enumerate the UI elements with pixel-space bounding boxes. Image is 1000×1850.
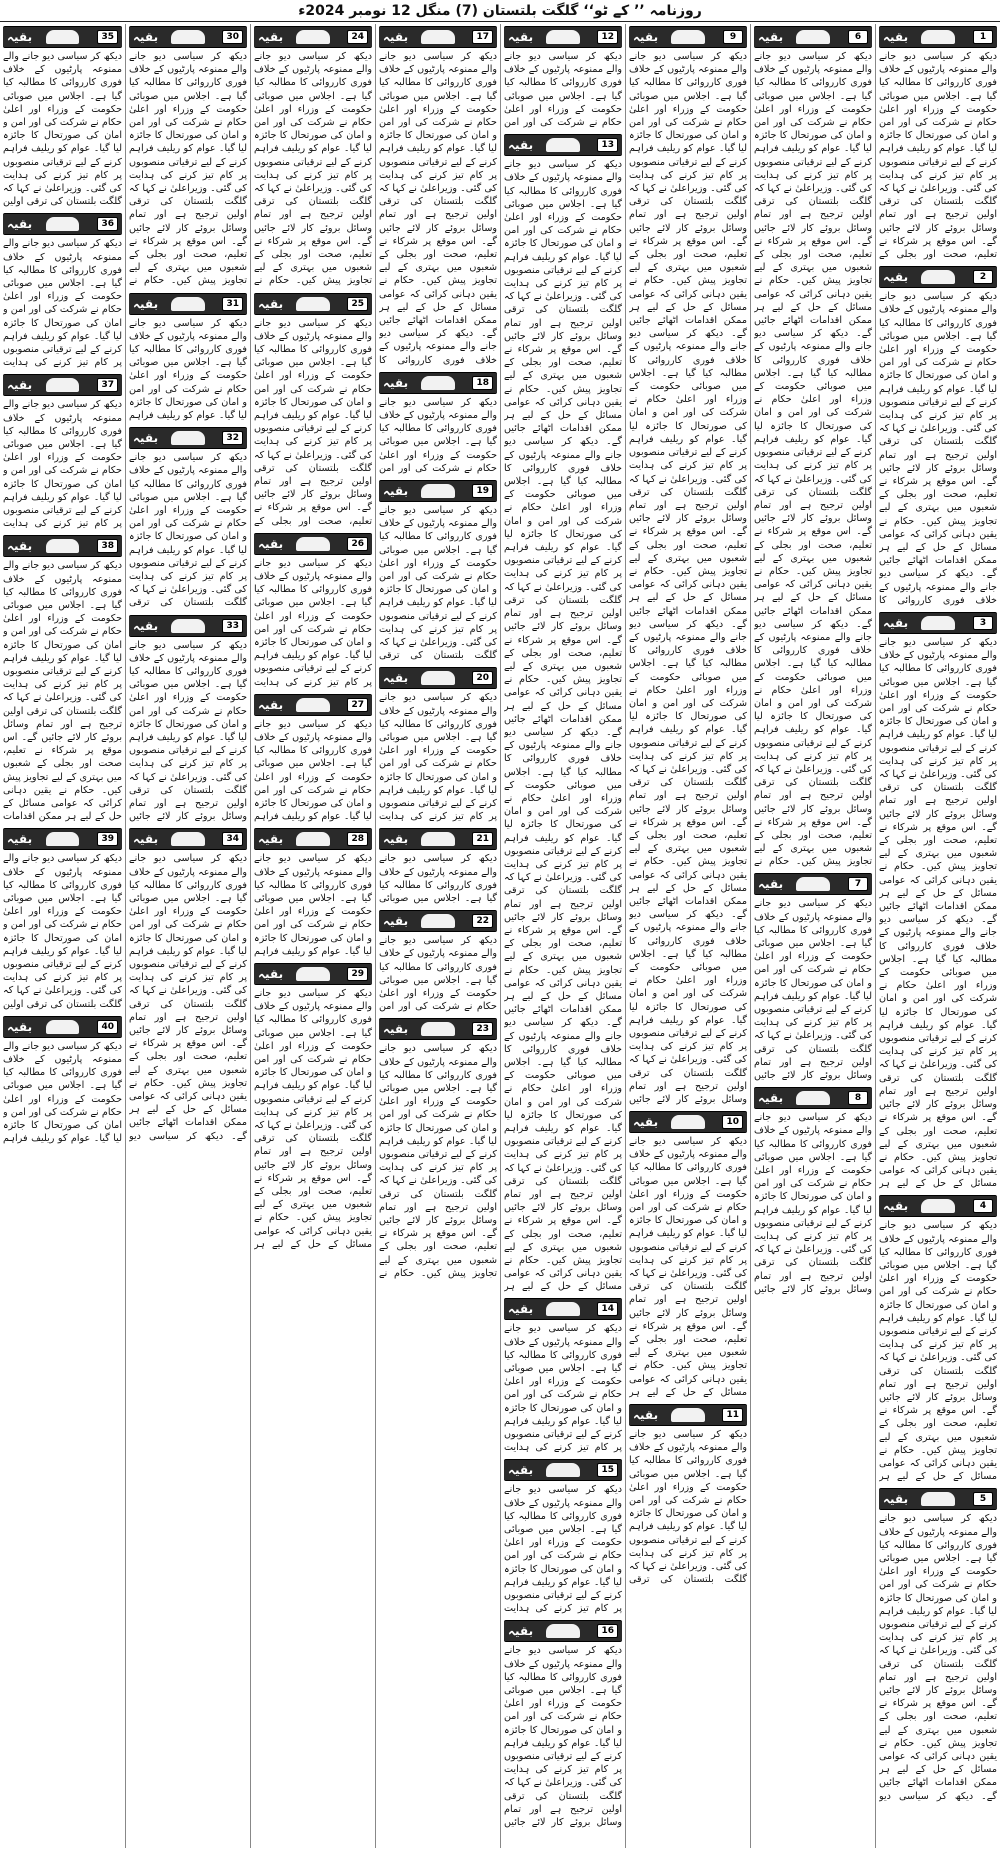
continuation-body: دیکھ کر سیاسی دیو جانے والے ممنوعہ پارٹیوں کے خلاف فوری کارروائی کا مطالبہ کیا گیا ہے۔ اجلاس میں صوبائی حکومت کے وزراء اور اعلیٰ حکام نے شرکت کی اور امن و امان کی صورتحال کا جائزہ لیا گیا۔ عوام کو ریلیف فراہم کرنے کے لیے ترقیاتی منصوبوں پر کام تیز کرنے کی ہدایت کی گئی۔ وزیراعلیٰ نے کہا کہ گلگت بلتستان کی ترقی اولین ترجیح ہے اور تمام وسائل بروئے کار لائے جائیں گے۔ اس موقع پر شرکاء نے تعلیم، صحت اور بجلی کے شعبوں میں بہتری کے لیے تجاویز پیش کیں۔ حکام نے	[254, 51, 372, 287]
continuation-body: دیکھ کر سیاسی دیو جانے والے ممنوعہ پارٹیوں کے خلاف فوری کارروائی کا مطالبہ کیا گیا ہے۔ اجلاس میں صوبائی حکومت کے وزراء اور اعلیٰ حکام نے شرکت کی اور امن و امان کی صورتحال کا جائزہ لیا گیا۔ عوام کو ریلیف فراہم کرنے کے لیے ترقیاتی منصوبوں پر کام تیز کرنے کی ہدایت کی گئی۔ وزیراعلیٰ نے کہا کہ گلگت بلتستان کی ترقی	[629, 1429, 747, 1586]
item-number-badge: 16	[597, 1624, 618, 1638]
item-number-badge: 3	[973, 616, 993, 630]
continuation-item	[754, 24, 872, 868]
continuation-header	[379, 828, 497, 850]
baqiya-wordmark: بقیہ	[7, 539, 33, 554]
baqiya-wordmark: بقیہ	[883, 1199, 909, 1214]
item-number-badge: 21	[472, 832, 493, 846]
continuation-body: دیکھ کر سیاسی دیو جانے والے ممنوعہ پارٹیوں کے خلاف فوری کارروائی کا مطالبہ کیا گیا ہے۔ اجلاس میں صوبائی حکومت کے وزراء اور اعلیٰ حکام نے شرکت کی اور امن و امان کی صورتحال کا جائزہ لیا گیا۔ عوام کو ریلیف فراہم کرنے کے لیے ترقیاتی منصوبوں پر کام تیز کرنے کی ہدایت کی گئی۔ وزیراعلیٰ نے کہا کہ گلگت بلتستان کی ترقی اولین ترجیح ہے اور تمام وسائل بروئے کار لائے جائیں گے۔ اس موقع پر شرکاء نے تعلیم، صحت اور بجلی کے شعبوں میں بہتری کے لیے تجاویز پیش کیں۔ حکام نے یقین دہانی کرائی کہ عوامی مسائل کے حل کے لیے ہر ممکن اقدامات اٹھائے جائیں گے۔ دیکھ کر سیاسی دیو	[129, 853, 247, 1142]
baqiya-wordmark: بقیہ	[383, 30, 409, 44]
continuation-item	[254, 291, 372, 528]
item-number-badge: 37	[97, 378, 118, 392]
continuation-item	[254, 24, 372, 288]
continuation-item	[379, 370, 497, 475]
continuation-item	[379, 24, 497, 367]
continuation-item	[3, 24, 122, 208]
continuation-header	[129, 828, 247, 850]
item-number-badge: 4	[973, 1199, 993, 1213]
item-number-badge: 34	[222, 832, 243, 846]
continuation-item	[629, 1109, 747, 1399]
item-number-badge: 7	[848, 877, 868, 891]
continuation-item	[129, 826, 247, 1142]
continuation-body: دیکھ کر سیاسی دیو جانے والے ممنوعہ پارٹیوں کے خلاف فوری کارروائی کا مطالبہ کیا گیا ہے۔ اجلاس میں صوبائی حکومت کے وزراء اور اعلیٰ حکام نے شرکت کی اور امن و امان کی صورتحال کا جائزہ لیا گیا۔ عوام کو ریلیف فراہم کرنے کے لیے ترقیاتی منصوبوں پر کام تیز کرنے کی ہدایت کی گئی۔ وزیراعلیٰ نے کہا کہ گلگت بلتستان کی ترقی اولین ترجیح ہے اور تمام وسائل بروئے کار لائے جائیں گے۔ اس موقع پر شرکاء نے تعلیم، صحت اور بجلی کے شعبوں میں بہتری کے لیے تجاویز پیش کیں۔ حکام نے یقین دہانی کرائی کہ عوامی مسائل کے حل کے لیے ہر ممکن اقدامات اٹھائے جائیں گے۔ دیکھ کر سیاسی دیو جانے والے ممنوعہ پارٹیوں کے خلاف فوری کارروائی کا	[379, 51, 497, 366]
baqiya-wordmark: بقیہ	[633, 1408, 659, 1422]
item-number-badge: 40	[97, 1020, 118, 1034]
item-number-badge: 38	[97, 539, 118, 553]
continuation-header	[254, 828, 372, 850]
continuation-item	[379, 665, 497, 823]
item-number-badge: 14	[597, 1302, 618, 1316]
continuation-item	[879, 24, 997, 261]
continuation-header	[629, 26, 747, 48]
baqiya-wordmark: بقیہ	[508, 138, 534, 153]
continuation-body: دیکھ کر سیاسی دیو جانے والے ممنوعہ پارٹیوں کے خلاف فوری کارروائی کا مطالبہ کیا گیا ہے۔ اجلاس میں صوبائی حکومت کے وزراء اور اعلیٰ حکام نے شرکت کی اور امن و امان کی صورتحال کا جائزہ لیا گیا۔ عوام کو ریلیف فراہم	[254, 718, 372, 823]
continuation-header	[379, 910, 497, 932]
continuation-body: دیکھ کر سیاسی دیو جانے والے ممنوعہ پارٹیوں کے خلاف فوری کارروائی کا مطالبہ کیا گیا ہے۔ اجلاس میں صوبائی حکومت کے وزراء اور اعلیٰ حکام نے شرکت کی اور امن و امان کی صورتحال کا جائزہ لیا گیا۔ عوام کو ریلیف فراہم کرنے کے لیے ترقیاتی منصوبوں پر کام تیز کرنے کی ہدایت کی گئی۔ وزیراعلیٰ نے کہا کہ گلگت بلتستان کی ترقی اولین ترجیح ہے اور تمام وسائل بروئے کار لائے جائیں	[754, 1112, 872, 1295]
baqiya-wordmark: بقیہ	[258, 697, 284, 712]
baqiya-wordmark: بقیہ	[258, 536, 284, 551]
newspaper-page	[0, 24, 1000, 1848]
item-number-badge: 9	[723, 30, 743, 44]
item-number-badge: 19	[472, 484, 493, 498]
continuation-item	[129, 425, 247, 609]
baqiya-wordmark: بقیہ	[883, 30, 909, 44]
continuation-header	[3, 26, 122, 48]
continuation-body: دیکھ کر سیاسی دیو جانے والے ممنوعہ پارٹیوں کے خلاف فوری کارروائی کا مطالبہ کیا گیا ہے۔ اجلاس میں صوبائی حکومت کے وزراء اور اعلیٰ حکام نے شرکت کی اور امن و امان کی صورتحال کا جائزہ لیا گیا۔ عوام کو ریلیف فراہم کرنے کے لیے ترقیاتی منصوبوں پر کام تیز کرنے کی ہدایت کی گئی۔ وزیراعلیٰ نے کہا کہ گلگت بلتستان کی ترقی اولین ترجیح ہے اور تمام وسائل بروئے کار لائے جائیں گے۔ اس موقع پر شرکاء نے تعلیم، صحت اور بجلی کے شعبوں میں بہتری کے لیے تجاویز پیش کیں۔ حکام نے یقین دہانی کرائی کہ عوامی مسائل کے حل کے لیے ہر ممکن اقدامات	[3, 560, 122, 823]
baqiya-wordmark: بقیہ	[133, 832, 159, 847]
continuation-header	[879, 1488, 997, 1510]
continuation-header	[504, 1459, 622, 1481]
continuation-header	[3, 1016, 122, 1038]
item-number-badge: 6	[848, 30, 868, 44]
continuation-body: دیکھ کر سیاسی دیو جانے والے ممنوعہ پارٹیوں کے خلاف فوری کارروائی کا مطالبہ کیا گیا ہے۔ اجلاس میں صوبائی	[379, 853, 497, 904]
continuation-header	[254, 26, 372, 48]
column	[625, 24, 750, 1848]
continuation-item	[629, 24, 747, 1106]
continuation-body: دیکھ کر سیاسی دیو جانے والے ممنوعہ پارٹیوں کے خلاف فوری کارروائی کا مطالبہ کیا گیا ہے۔ اجلاس میں صوبائی حکومت کے وزراء اور اعلیٰ حکام نے شرکت کی اور امن و امان کی صورتحال کا جائزہ لیا گیا۔ عوام کو ریلیف فراہم کرنے کے لیے ترقیاتی منصوبوں پر کام تیز کرنے کی ہدایت کی گئی۔ وزیراعلیٰ نے کہا کہ گلگت بلتستان کی ترقی اولین ترجیح ہے اور تمام وسائل بروئے کار لائے جائیں گے۔ اس موقع پر شرکاء نے تعلیم، صحت اور بجلی کے شعبوں میں بہتری کے لیے تجاویز پیش کیں۔ حکام نے یقین دہانی کرائی کہ عوامی مسائل کے حل کے لیے ہر	[629, 1136, 747, 1398]
continuation-item	[379, 1016, 497, 1280]
continuation-header	[129, 26, 247, 48]
continuation-body: دیکھ کر سیاسی دیو جانے والے ممنوعہ پارٹیوں کے خلاف فوری کارروائی کا مطالبہ کیا گیا ہے۔ اجلاس میں صوبائی حکومت کے وزراء اور اعلیٰ حکام نے شرکت کی اور امن و امان کی صورتحال کا جائزہ لیا گیا۔ عوام کو ریلیف فراہم کرنے کے لیے ترقیاتی منصوبوں پر کام تیز کرنے کی ہدایت کی گئی۔ وزیراعلیٰ نے کہا کہ گلگت بلتستان کی ترقی اولین ترجیح ہے اور تمام وسائل بروئے کار لائے جائیں گے۔ اس موقع پر شرکاء نے تعلیم، صحت اور بجلی کے شعبوں میں بہتری کے لیے تجاویز پیش کیں۔ حکام نے یقین دہانی کرائی کہ عوامی مسائل کے حل کے لیے ہر	[254, 987, 372, 1250]
continuation-body: دیکھ کر سیاسی دیو جانے والے ممنوعہ پارٹیوں کے خلاف فوری کارروائی کا مطالبہ کیا گیا ہے۔ اجلاس میں صوبائی حکومت کے وزراء اور اعلیٰ حکام نے شرکت کی اور امن	[504, 51, 622, 129]
column	[125, 24, 250, 1848]
continuation-item	[3, 533, 122, 823]
baqiya-wordmark: بقیہ	[7, 1019, 33, 1034]
baqiya-wordmark: بقیہ	[133, 30, 159, 44]
continuation-item	[254, 826, 372, 958]
continuation-header	[129, 615, 247, 637]
baqiya-wordmark: بقیہ	[133, 618, 159, 633]
item-number-badge: 12	[597, 30, 618, 44]
continuation-body: دیکھ کر سیاسی دیو جانے والے ممنوعہ پارٹیوں کے خلاف فوری کارروائی کا مطالبہ کیا گیا ہے۔ اجلاس میں صوبائی حکومت کے وزراء اور اعلیٰ حکام نے شرکت کی اور امن و امان کی صورتحال کا جائزہ لیا گیا۔ عوام کو ریلیف فراہم کرنے کے لیے ترقیاتی منصوبوں پر کام تیز کرنے کی ہدایت کی گئی۔ وزیراعلیٰ نے کہا کہ گلگت بلتستان کی ترقی اولین ترجیح ہے اور تمام وسائل بروئے کار لائے جائیں	[129, 639, 247, 823]
continuation-body: دیکھ کر سیاسی دیو جانے والے ممنوعہ پارٹیوں کے خلاف فوری کارروائی کا مطالبہ کیا گیا ہے۔ اجلاس میں صوبائی حکومت کے وزراء اور اعلیٰ حکام نے شرکت کی اور امن و امان کی صورتحال کا جائزہ لیا گیا۔ عوام کو ریلیف فراہم کرنے کے لیے ترقیاتی منصوبوں پر کام تیز کرنے کی ہدایت کی گئی۔ وزیراعلیٰ نے کہا کہ گلگت بلتستان کی ترقی اولین ترجیح ہے اور تمام وسائل بروئے کار لائے جائیں گے۔ اس موقع پر شرکاء نے تعلیم، صحت اور بجلی کے شعبوں میں بہتری کے لیے تجاویز پیش کیں۔ حکام نے یقین دہانی کرائی کہ عوامی مسائل کے حل کے لیے ہر ممکن اقدامات اٹھائے جائیں گے۔ دیکھ کر سیاسی دیو جانے والے ممنوعہ پارٹیوں کے خلاف فوری کارروائی کا مطالبہ کیا گیا ہے۔ اجلاس میں صوبائی حکومت کے وزراء اور اعلیٰ حکام نے شرکت کی اور امن و امان کی صورتحال کا جائزہ لیا گیا۔ عوام کو ریلیف فراہم کرنے کے لیے ترقیاتی منصوبوں پر کام تیز کرنے کی ہدایت کی گئی۔ وزیراعلیٰ نے کہا کہ گلگت بلتستان کی ترقی اولین ترجیح ہے اور تمام وسائل بروئے کار لائے جائیں گے۔ اس موقع پر شرکاء نے تعلیم، صحت اور بجلی کے شعبوں میں بہتری کے لیے تجاویز پیش کیں۔ حکام نے یقین دہانی کرائی کہ عوامی مسائل کے حل کے لیے ہر ممکن اقدامات اٹھائے جائیں گے۔ دیکھ کر سیاسی دیو جانے والے ممنوعہ پارٹیوں کے خلاف فوری کارروائی کا مطالبہ کیا گیا ہے۔ اجلاس میں صوبائی حکومت کے وزراء اور اعلیٰ حکام نے شرکت کی اور امن و امان کی صورتحال کا جائزہ لیا گیا۔ عوام کو ریلیف فراہم کرنے کے لیے ترقیاتی منصوبوں پر کام تیز کرنے کی ہدایت کی گئی۔ وزیراعلیٰ نے کہا کہ گلگت بلتستان کی ترقی اولین ترجیح ہے اور تمام وسائل بروئے کار لائے جائیں گے۔ اس موقع پر شرکاء نے تعلیم، صحت اور بجلی کے شعبوں میں بہتری کے لیے تجاویز پیش کیں۔ حکام نے	[754, 51, 872, 868]
continuation-header	[3, 828, 122, 850]
column	[0, 24, 125, 1848]
baqiya-wordmark: بقیہ	[508, 1463, 534, 1478]
continuation-header	[379, 1018, 497, 1040]
continuation-header	[3, 535, 122, 557]
continuation-item	[129, 613, 247, 824]
column	[750, 24, 875, 1848]
baqiya-wordmark: بقیہ	[258, 30, 284, 44]
item-number-badge: 23	[472, 1022, 493, 1036]
item-number-badge: 29	[347, 967, 368, 981]
baqiya-wordmark: بقیہ	[383, 671, 409, 686]
item-number-badge: 20	[472, 671, 493, 685]
baqiya-wordmark: بقیہ	[7, 832, 33, 847]
item-number-badge: 39	[97, 832, 118, 846]
continuation-body: دیکھ کر سیاسی دیو جانے والے ممنوعہ پارٹیوں کے خلاف فوری کارروائی کا مطالبہ کیا گیا ہے۔ اجلاس میں صوبائی حکومت کے وزراء اور اعلیٰ حکام نے شرکت کی اور امن و امان کی صورتحال کا جائزہ لیا گیا۔ عوام کو ریلیف فراہم کرنے کے لیے ترقیاتی منصوبوں پر کام تیز کرنے کی ہدایت	[254, 557, 372, 688]
baqiya-wordmark: بقیہ	[758, 30, 784, 44]
continuation-item	[129, 291, 247, 423]
continuation-item	[504, 24, 622, 129]
continuation-body: دیکھ کر سیاسی دیو جانے والے ممنوعہ پارٹیوں کے خلاف فوری کارروائی کا مطالبہ کیا گیا ہے۔ اجلاس میں صوبائی حکومت کے وزراء اور اعلیٰ حکام نے شرکت کی اور امن و امان کی صورتحال کا جائزہ لیا گیا۔ عوام کو ریلیف فراہم کرنے کے لیے ترقیاتی منصوبوں پر کام تیز کرنے کی ہدایت کی گئی۔ وزیراعلیٰ نے کہا کہ گلگت بلتستان کی ترقی اولین ترجیح ہے اور تمام وسائل بروئے کار لائے جائیں گے۔ اس موقع پر شرکاء نے تعلیم، صحت اور بجلی کے شعبوں میں بہتری کے لیے تجاویز پیش کیں۔ حکام نے یقین دہانی کرائی کہ عوامی مسائل کے حل کے لیے ہر	[879, 1220, 997, 1483]
baqiya-wordmark: بقیہ	[883, 270, 909, 285]
continuation-header	[504, 1620, 622, 1642]
baqiya-wordmark: بقیہ	[508, 1302, 534, 1317]
continuation-item	[129, 24, 247, 288]
baqiya-wordmark: بقیہ	[7, 217, 33, 232]
baqiya-wordmark: بقیہ	[758, 1091, 784, 1106]
continuation-item	[379, 478, 497, 662]
continuation-header	[379, 26, 497, 48]
continuation-body: دیکھ کر سیاسی دیو جانے والے ممنوعہ پارٹیوں کے خلاف فوری کارروائی کا مطالبہ کیا گیا ہے۔ اجلاس میں صوبائی حکومت کے وزراء اور اعلیٰ حکام نے شرکت کی اور امن	[379, 935, 497, 1013]
item-number-badge: 1	[973, 30, 993, 44]
item-number-badge: 24	[347, 30, 368, 44]
continuation-item	[879, 264, 997, 607]
continuation-header	[379, 480, 497, 502]
item-number-badge: 33	[222, 619, 243, 633]
baqiya-wordmark: بقیہ	[508, 30, 534, 44]
continuation-header	[879, 612, 997, 634]
continuation-header	[504, 26, 622, 48]
baqiya-wordmark: بقیہ	[383, 483, 409, 498]
item-number-badge: 27	[347, 698, 368, 712]
continuation-body: دیکھ کر سیاسی دیو جانے والے ممنوعہ پارٹیوں کے خلاف فوری کارروائی کا مطالبہ کیا گیا ہے۔ اجلاس میں صوبائی حکومت کے وزراء اور اعلیٰ حکام نے شرکت کی اور امن و امان کی صورتحال کا جائزہ لیا گیا۔ عوام کو ریلیف فراہم کرنے کے لیے ترقیاتی منصوبوں پر کام تیز کرنے کی ہدایت کی گئی۔ وزیراعلیٰ نے کہا کہ گلگت بلتستان کی ترقی اولین ترجیح ہے اور تمام وسائل بروئے کار لائے جائیں گے۔ اس موقع پر شرکاء نے تعلیم، صحت اور بجلی کے شعبوں میں بہتری کے لیے تجاویز پیش کیں۔ حکام نے	[129, 51, 247, 287]
item-number-badge: 36	[97, 217, 118, 231]
item-number-badge: 35	[97, 30, 118, 44]
baqiya-wordmark: بقیہ	[883, 615, 909, 630]
masthead	[0, 0, 1000, 22]
continuation-item	[629, 1402, 747, 1586]
continuation-item	[879, 1193, 997, 1483]
continuation-header	[379, 667, 497, 689]
continuation-body: دیکھ کر سیاسی دیو جانے والے ممنوعہ پارٹیوں کے خلاف فوری کارروائی کا مطالبہ کیا گیا ہے۔ اجلاس میں صوبائی حکومت کے وزراء اور اعلیٰ حکام نے شرکت کی اور امن و امان کی صورتحال کا جائزہ لیا گیا۔ عوام کو ریلیف فراہم کرنے کے لیے ترقیاتی منصوبوں پر کام تیز کرنے کی ہدایت کی گئی۔ وزیراعلیٰ نے کہا کہ گلگت بلتستان کی ترقی اولین ترجیح ہے اور تمام وسائل بروئے کار لائے جائیں گے۔ اس موقع پر شرکاء نے تعلیم، صحت اور بجلی کے شعبوں میں بہتری کے لیے تجاویز پیش کیں۔ حکام نے یقین دہانی کرائی کہ عوامی مسائل کے حل کے لیے ہر ممکن اقدامات اٹھائے جائیں گے۔ دیکھ کر سیاسی دیو جانے والے ممنوعہ پارٹیوں کے خلاف فوری کارروائی کا مطالبہ کیا گیا ہے۔ اجلاس میں صوبائی حکومت کے وزراء اور اعلیٰ حکام نے شرکت کی اور امن و امان کی صورتحال کا جائزہ لیا گیا۔ عوام کو ریلیف فراہم کرنے کے لیے ترقیاتی منصوبوں پر کام تیز کرنے کی ہدایت کی گئی۔ وزیراعلیٰ نے کہا کہ گلگت بلتستان کی ترقی اولین ترجیح ہے اور تمام وسائل بروئے کار لائے جائیں گے۔ اس موقع پر شرکاء نے تعلیم، صحت اور بجلی کے شعبوں میں بہتری کے لیے تجاویز پیش کیں۔ حکام نے یقین دہانی کرائی کہ عوامی مسائل کے حل کے لیے ہر ممکن اقدامات اٹھائے جائیں گے۔ دیکھ کر سیاسی دیو جانے والے ممنوعہ پارٹیوں کے خلاف فوری کارروائی کا مطالبہ کیا گیا ہے۔ اجلاس میں صوبائی حکومت کے وزراء اور اعلیٰ حکام نے شرکت کی اور امن و امان کی صورتحال کا جائزہ لیا گیا۔ عوام کو ریلیف فراہم کرنے کے لیے ترقیاتی منصوبوں پر کام تیز کرنے کی ہدایت کی گئی۔ وزیراعلیٰ نے کہا کہ گلگت بلتستان کی ترقی اولین ترجیح ہے اور تمام وسائل بروئے کار لائے جائیں گے۔ اس موقع پر شرکاء نے تعلیم، صحت اور بجلی کے شعبوں میں بہتری کے لیے تجاویز پیش کیں۔ حکام نے یقین دہانی کرائی کہ عوامی مسائل کے حل کے لیے ہر ممکن اقدامات اٹھائے جائیں گے۔ دیکھ کر سیاسی دیو جانے والے ممنوعہ پارٹیوں کے خلاف فوری کارروائی کا مطالبہ کیا گیا ہے۔ اجلاس میں صوبائی حکومت کے وزراء اور اعلیٰ حکام نے شرکت کی اور امن و امان کی صورتحال کا جائزہ لیا گیا۔ عوام کو ریلیف فراہم کرنے کے لیے ترقیاتی منصوبوں پر کام تیز کرنے کی ہدایت کی گئی۔ وزیراعلیٰ نے کہا کہ گلگت بلتستان کی ترقی اولین ترجیح ہے اور تمام وسائل بروئے کار لائے جائیں	[629, 51, 747, 1106]
item-number-badge: 15	[597, 1463, 618, 1477]
continuation-item	[254, 531, 372, 689]
item-number-badge: 13	[597, 138, 618, 152]
item-number-badge: 25	[347, 297, 368, 311]
continuation-item	[254, 961, 372, 1251]
continuation-body: دیکھ کر سیاسی دیو جانے والے ممنوعہ پارٹیوں کے خلاف فوری کارروائی کا مطالبہ کیا گیا ہے۔ اجلاس میں صوبائی حکومت کے وزراء اور اعلیٰ حکام نے شرکت کی اور امن و امان کی صورتحال کا جائزہ لیا گیا۔ عوام کو ریلیف فراہم کرنے کے لیے ترقیاتی منصوبوں پر کام تیز کرنے کی ہدایت کی گئی۔ وزیراعلیٰ نے کہا کہ گلگت بلتستان کی ترقی اولین ترجیح ہے اور تمام وسائل بروئے کار لائے جائیں	[504, 1645, 622, 1829]
item-number-badge: 31	[222, 297, 243, 311]
continuation-body: دیکھ کر سیاسی دیو جانے والے ممنوعہ پارٹیوں کے خلاف فوری کارروائی کا مطالبہ کیا گیا ہے۔ اجلاس میں صوبائی حکومت کے وزراء اور اعلیٰ حکام نے شرکت کی اور امن و امان کی صورتحال کا جائزہ لیا گیا۔ عوام کو ریلیف فراہم کرنے کے لیے ترقیاتی منصوبوں پر کام تیز کرنے کی ہدایت کی گئی۔ وزیراعلیٰ نے کہا کہ گلگت بلتستان کی ترقی اولین ترجیح ہے اور تمام وسائل بروئے کار لائے جائیں گے۔ اس موقع پر شرکاء نے تعلیم، صحت اور بجلی کے شعبوں میں بہتری کے لیے تجاویز پیش کیں۔ حکام نے یقین دہانی کرائی کہ عوامی مسائل کے حل کے لیے ہر ممکن اقدامات اٹھائے جائیں گے۔ دیکھ کر سیاسی دیو جانے والے ممنوعہ پارٹیوں کے خلاف فوری کارروائی کا مطالبہ کیا گیا ہے۔ اجلاس میں صوبائی حکومت کے وزراء اور اعلیٰ حکام نے شرکت کی اور امن و امان کی صورتحال کا جائزہ لیا گیا۔ عوام کو ریلیف فراہم کرنے کے لیے ترقیاتی منصوبوں پر کام تیز کرنے کی ہدایت کی گئی۔ وزیراعلیٰ نے کہا کہ گلگت بلتستان کی ترقی اولین ترجیح ہے اور تمام وسائل بروئے کار لائے جائیں گے۔ اس موقع پر شرکاء نے تعلیم، صحت اور بجلی کے شعبوں میں بہتری کے لیے تجاویز پیش کیں۔ حکام نے یقین دہانی کرائی کہ عوامی مسائل کے حل کے لیے ہر	[879, 636, 997, 1190]
continuation-body: دیکھ کر سیاسی دیو جانے والے ممنوعہ پارٹیوں کے خلاف فوری کارروائی کا مطالبہ کیا گیا ہے۔ اجلاس میں صوبائی حکومت کے وزراء اور اعلیٰ حکام نے شرکت کی اور امن و امان کی صورتحال کا جائزہ لیا گیا۔ عوام کو ریلیف فراہم کرنے کے لیے ترقیاتی منصوبوں پر کام تیز کرنے کی ہدایت	[379, 692, 497, 823]
item-number-badge: 32	[222, 431, 243, 445]
continuation-header	[129, 293, 247, 315]
continuation-item	[879, 610, 997, 1190]
continuation-item	[504, 1296, 622, 1454]
continuation-body: دیکھ کر سیاسی دیو جانے والے ممنوعہ پارٹیوں کے خلاف فوری کارروائی کا مطالبہ کیا گیا ہے۔ اجلاس میں صوبائی حکومت کے وزراء اور اعلیٰ حکام نے شرکت کی اور امن و امان کی صورتحال کا جائزہ لیا گیا۔ عوام کو ریلیف فراہم کرنے کے لیے ترقیاتی منصوبوں پر کام تیز کرنے کی ہدایت کی گئی۔ وزیراعلیٰ نے کہا کہ گلگت بلتستان کی ترقی	[379, 504, 497, 662]
continuation-header	[504, 134, 622, 156]
item-number-badge: 26	[347, 537, 368, 551]
dateline: روزنامہ ’’ کے ٹو‘‘ گلگت بلتستان (7) منگل 12 نومبر 2024ء	[298, 2, 702, 19]
baqiya-wordmark: بقیہ	[258, 966, 284, 981]
baqiya-wordmark: بقیہ	[383, 1022, 409, 1037]
column	[250, 24, 375, 1848]
baqiya-wordmark: بقیہ	[508, 1624, 534, 1639]
continuation-item	[754, 1085, 872, 1296]
item-number-badge: 18	[472, 376, 493, 390]
continuation-body: دیکھ کر سیاسی دیو جانے والے ممنوعہ پارٹیوں کے خلاف فوری کارروائی کا مطالبہ کیا گیا ہے۔ اجلاس میں صوبائی حکومت کے وزراء اور اعلیٰ حکام نے شرکت کی اور امن	[379, 396, 497, 474]
continuation-body: دیکھ کر سیاسی دیو جانے والے ممنوعہ پارٹیوں کے خلاف فوری کارروائی کا مطالبہ کیا گیا ہے۔ اجلاس میں صوبائی حکومت کے وزراء اور اعلیٰ حکام نے شرکت کی اور امن و امان کی صورتحال کا جائزہ لیا گیا۔ عوام کو ریلیف فراہم	[3, 1040, 122, 1145]
continuation-body: دیکھ کر سیاسی دیو جانے والے ممنوعہ پارٹیوں کے خلاف فوری کارروائی کا مطالبہ کیا گیا ہے۔ اجلاس میں صوبائی حکومت کے وزراء اور اعلیٰ حکام نے شرکت کی اور امن و امان کی صورتحال کا جائزہ لیا گیا۔ عوام کو ریلیف فراہم کرنے کے لیے ترقیاتی منصوبوں پر کام تیز کرنے کی ہدایت	[504, 1323, 622, 1454]
continuation-header	[754, 26, 872, 48]
baqiya-wordmark: بقیہ	[7, 378, 33, 393]
continuation-item	[3, 1014, 122, 1146]
baqiya-wordmark: بقیہ	[383, 832, 409, 847]
continuation-header	[879, 1195, 997, 1217]
item-number-badge: 22	[472, 914, 493, 928]
continuation-body: دیکھ کر سیاسی دیو جانے والے ممنوعہ پارٹیوں کے خلاف فوری کارروائی کا مطالبہ کیا گیا ہے۔ اجلاس میں صوبائی حکومت کے وزراء اور اعلیٰ حکام نے شرکت کی اور امن و امان کی صورتحال کا جائزہ لیا گیا۔ عوام کو ریلیف فراہم کرنے کے لیے ترقیاتی منصوبوں پر کام تیز کرنے کی ہدایت کی گئی۔ وزیراعلیٰ نے کہا کہ گلگت بلتستان کی ترقی اولین	[3, 51, 122, 208]
continuation-body: دیکھ کر سیاسی دیو جانے والے ممنوعہ پارٹیوں کے خلاف فوری کارروائی کا مطالبہ کیا گیا ہے۔ اجلاس میں صوبائی حکومت کے وزراء اور اعلیٰ حکام نے شرکت کی اور امن و امان کی صورتحال کا جائزہ لیا گیا۔ عوام کو ریلیف فراہم کرنے کے لیے ترقیاتی منصوبوں پر کام تیز کرنے کی ہدایت	[504, 1484, 622, 1615]
baqiya-wordmark: بقیہ	[383, 914, 409, 929]
continuation-header	[754, 873, 872, 895]
baqiya-wordmark: بقیہ	[758, 877, 784, 892]
continuation-body: دیکھ کر سیاسی دیو جانے والے ممنوعہ پارٹیوں کے خلاف فوری کارروائی کا مطالبہ کیا گیا ہے۔ اجلاس میں صوبائی حکومت کے وزراء اور اعلیٰ حکام نے شرکت کی اور امن و امان کی صورتحال کا جائزہ لیا گیا۔ عوام کو ریلیف فراہم کرنے کے لیے ترقیاتی منصوبوں پر کام تیز کرنے کی ہدایت کی گئی۔ وزیراعلیٰ نے کہا کہ گلگت بلتستان کی ترقی اولین	[3, 853, 122, 1010]
continuation-header	[254, 293, 372, 315]
item-number-badge: 28	[347, 832, 368, 846]
continuation-item	[379, 826, 497, 905]
continuation-body: دیکھ کر سیاسی دیو جانے والے ممنوعہ پارٹیوں کے خلاف فوری کارروائی کا مطالبہ کیا گیا ہے۔ اجلاس میں صوبائی حکومت کے وزراء اور اعلیٰ حکام نے شرکت کی اور امن و امان کی صورتحال کا جائزہ لیا گیا۔ عوام کو ریلیف فراہم کرنے کے لیے ترقیاتی منصوبوں پر کام تیز کرنے کی ہدایت کی گئی۔ وزیراعلیٰ نے کہا کہ گلگت بلتستان کی ترقی اولین ترجیح ہے اور تمام وسائل بروئے کار لائے جائیں گے۔ اس موقع پر شرکاء نے تعلیم، صحت اور بجلی کے شعبوں میں بہتری کے لیے تجاویز پیش کیں۔ حکام نے یقین دہانی کرائی کہ عوامی مسائل کے حل کے لیے ہر ممکن اقدامات اٹھائے جائیں گے۔ دیکھ کر سیاسی دیو	[879, 1513, 997, 1802]
continuation-item	[254, 692, 372, 824]
continuation-header	[254, 694, 372, 716]
continuation-header	[879, 266, 997, 288]
item-number-badge: 30	[222, 30, 243, 44]
continuation-body: دیکھ کر سیاسی دیو جانے والے ممنوعہ پارٹیوں کے خلاف فوری کارروائی کا مطالبہ کیا گیا ہے۔ اجلاس میں صوبائی حکومت کے وزراء اور اعلیٰ حکام نے شرکت کی اور امن و امان کی صورتحال کا جائزہ لیا گیا۔ عوام کو ریلیف فراہم کرنے کے لیے ترقیاتی منصوبوں پر کام تیز کرنے کی ہدایت کی گئی۔ وزیراعلیٰ نے کہا کہ گلگت بلتستان کی ترقی اولین ترجیح ہے اور تمام وسائل بروئے کار لائے جائیں گے۔ اس موقع پر شرکاء نے تعلیم، صحت اور بجلی کے شعبوں میں بہتری کے لیے تجاویز پیش کیں۔ حکام نے	[379, 1043, 497, 1279]
baqiya-wordmark: بقیہ	[258, 296, 284, 311]
item-number-badge: 8	[848, 1091, 868, 1105]
column	[500, 24, 625, 1848]
continuation-item	[3, 372, 122, 530]
continuation-item	[3, 826, 122, 1010]
continuation-item	[879, 1486, 997, 1802]
item-number-badge: 10	[722, 1115, 743, 1129]
continuation-item	[504, 1618, 622, 1829]
continuation-body: دیکھ کر سیاسی دیو جانے والے ممنوعہ پارٹیوں کے خلاف فوری کارروائی کا مطالبہ کیا گیا ہے۔ اجلاس میں صوبائی حکومت کے وزراء اور اعلیٰ حکام نے شرکت کی اور امن و امان کی صورتحال کا جائزہ لیا گیا۔ عوام کو ریلیف فراہم کرنے کے لیے ترقیاتی منصوبوں پر کام تیز کرنے کی ہدایت کی گئی۔ وزیراعلیٰ نے کہا کہ گلگت بلتستان کی ترقی	[129, 452, 247, 609]
item-number-badge: 5	[973, 1492, 993, 1506]
baqiya-wordmark: بقیہ	[133, 296, 159, 311]
continuation-header	[379, 372, 497, 394]
baqiya-wordmark: بقیہ	[633, 1115, 659, 1129]
continuation-body: دیکھ کر سیاسی دیو جانے والے ممنوعہ پارٹیوں کے خلاف فوری کارروائی کا مطالبہ کیا گیا ہے۔ اجلاس میں صوبائی حکومت کے وزراء اور اعلیٰ حکام نے شرکت کی اور امن و امان کی صورتحال کا جائزہ لیا گیا۔ عوام کو ریلیف فراہم	[254, 853, 372, 957]
baqiya-wordmark: بقیہ	[633, 30, 659, 44]
column	[375, 24, 500, 1848]
continuation-body: دیکھ کر سیاسی دیو جانے والے ممنوعہ پارٹیوں کے خلاف فوری کارروائی کا مطالبہ کیا گیا ہے۔ اجلاس میں صوبائی حکومت کے وزراء اور اعلیٰ حکام نے شرکت کی اور امن و امان کی صورتحال کا جائزہ لیا گیا۔ عوام کو ریلیف فراہم کرنے کے لیے ترقیاتی منصوبوں پر کام تیز کرنے کی ہدایت	[3, 238, 122, 369]
continuation-header	[129, 427, 247, 449]
continuation-header	[3, 213, 122, 235]
continuation-item	[754, 871, 872, 1082]
item-number-badge: 11	[722, 1408, 743, 1422]
continuation-header	[629, 1404, 747, 1426]
continuation-item	[504, 1457, 622, 1615]
continuation-header	[879, 26, 997, 48]
continuation-header	[254, 963, 372, 985]
continuation-body: دیکھ کر سیاسی دیو جانے والے ممنوعہ پارٹیوں کے خلاف فوری کارروائی کا مطالبہ کیا گیا ہے۔ اجلاس میں صوبائی حکومت کے وزراء اور اعلیٰ حکام نے شرکت کی اور امن و امان کی صورتحال کا جائزہ لیا گیا۔ عوام کو ریلیف فراہم	[129, 317, 247, 422]
continuation-item	[3, 211, 122, 369]
continuation-header	[504, 1298, 622, 1320]
continuation-header	[254, 533, 372, 555]
baqiya-wordmark: بقیہ	[883, 1492, 909, 1507]
column	[875, 24, 1000, 1848]
continuation-item	[379, 908, 497, 1013]
item-number-badge: 2	[973, 270, 993, 284]
continuation-body: دیکھ کر سیاسی دیو جانے والے ممنوعہ پارٹیوں کے خلاف فوری کارروائی کا مطالبہ کیا گیا ہے۔ اجلاس میں صوبائی حکومت کے وزراء اور اعلیٰ حکام نے شرکت کی اور امن و امان کی صورتحال کا جائزہ لیا گیا۔ عوام کو ریلیف فراہم کرنے کے لیے ترقیاتی منصوبوں پر کام تیز کرنے کی ہدایت کی گئی۔ وزیراعلیٰ نے کہا کہ گلگت بلتستان کی ترقی اولین ترجیح ہے اور تمام وسائل بروئے کار لائے جائیں گے۔ اس موقع پر شرکاء نے تعلیم، صحت اور بجلی کے شعبوں میں بہتری کے لیے تجاویز پیش کیں۔ حکام نے یقین دہانی کرائی کہ عوامی مسائل کے حل کے لیے ہر ممکن اقدامات اٹھائے جائیں گے۔ دیکھ کر سیاسی دیو جانے والے ممنوعہ پارٹیوں کے خلاف فوری کارروائی کا	[879, 291, 997, 606]
continuation-body: دیکھ کر سیاسی دیو جانے والے ممنوعہ پارٹیوں کے خلاف فوری کارروائی کا مطالبہ کیا گیا ہے۔ اجلاس میں صوبائی حکومت کے وزراء اور اعلیٰ حکام نے شرکت کی اور امن و امان کی صورتحال کا جائزہ لیا گیا۔ عوام کو ریلیف فراہم کرنے کے لیے ترقیاتی منصوبوں پر کام تیز کرنے کی ہدایت کی گئی۔ وزیراعلیٰ نے کہا کہ گلگت بلتستان کی ترقی اولین ترجیح ہے اور تمام وسائل بروئے کار لائے جائیں گے۔ اس موقع پر شرکاء نے تعلیم، صحت اور بجلی کے	[254, 317, 372, 527]
continuation-header	[629, 1111, 747, 1133]
continuation-body: دیکھ کر سیاسی دیو جانے والے ممنوعہ پارٹیوں کے خلاف فوری کارروائی کا مطالبہ کیا گیا ہے۔ اجلاس میں صوبائی حکومت کے وزراء اور اعلیٰ حکام نے شرکت کی اور امن و امان کی صورتحال کا جائزہ لیا گیا۔ عوام کو ریلیف فراہم کرنے کے لیے ترقیاتی منصوبوں پر کام تیز کرنے کی ہدایت کی گئی۔ وزیراعلیٰ نے کہا کہ گلگت بلتستان کی ترقی اولین ترجیح ہے اور تمام وسائل بروئے کار لائے جائیں گے۔ اس موقع پر شرکاء نے تعلیم، صحت اور بجلی کے	[879, 51, 997, 261]
continuation-header	[754, 1087, 872, 1109]
continuation-body: دیکھ کر سیاسی دیو جانے والے ممنوعہ پارٹیوں کے خلاف فوری کارروائی کا مطالبہ کیا گیا ہے۔ اجلاس میں صوبائی حکومت کے وزراء اور اعلیٰ حکام نے شرکت کی اور امن و امان کی صورتحال کا جائزہ لیا گیا۔ عوام کو ریلیف فراہم کرنے کے لیے ترقیاتی منصوبوں پر کام تیز کرنے کی ہدایت کی گئی۔ وزیراعلیٰ نے کہا کہ گلگت بلتستان کی ترقی اولین ترجیح ہے اور تمام وسائل بروئے کار لائے جائیں گے۔ اس موقع پر شرکاء نے تعلیم، صحت اور بجلی کے شعبوں میں بہتری کے لیے تجاویز پیش کیں۔ حکام نے یقین دہانی کرائی کہ عوامی مسائل کے حل کے لیے ہر ممکن اقدامات اٹھائے جائیں گے۔ دیکھ کر سیاسی دیو جانے والے ممنوعہ پارٹیوں کے خلاف فوری کارروائی کا مطالبہ کیا گیا ہے۔ اجلاس میں صوبائی حکومت کے وزراء اور اعلیٰ حکام نے شرکت کی اور امن و امان کی صورتحال کا جائزہ لیا گیا۔ عوام کو ریلیف فراہم کرنے کے لیے ترقیاتی منصوبوں پر کام تیز کرنے کی ہدایت کی گئی۔ وزیراعلیٰ نے کہا کہ گلگت بلتستان کی ترقی اولین ترجیح ہے اور تمام وسائل بروئے کار لائے جائیں گے۔ اس موقع پر شرکاء نے تعلیم، صحت اور بجلی کے شعبوں میں بہتری کے لیے تجاویز پیش کیں۔ حکام نے یقین دہانی کرائی کہ عوامی مسائل کے حل کے لیے ہر ممکن اقدامات اٹھائے جائیں گے۔ دیکھ کر سیاسی دیو جانے والے ممنوعہ پارٹیوں کے خلاف فوری کارروائی کا مطالبہ کیا گیا ہے۔ اجلاس میں صوبائی حکومت کے وزراء اور اعلیٰ حکام نے شرکت کی اور امن و امان کی صورتحال کا جائزہ لیا گیا۔ عوام کو ریلیف فراہم کرنے کے لیے ترقیاتی منصوبوں پر کام تیز کرنے کی ہدایت کی گئی۔ وزیراعلیٰ نے کہا کہ گلگت بلتستان کی ترقی اولین ترجیح ہے اور تمام وسائل بروئے کار لائے جائیں گے۔ اس موقع پر شرکاء نے تعلیم، صحت اور بجلی کے شعبوں میں بہتری کے لیے تجاویز پیش کیں۔ حکام نے یقین دہانی کرائی کہ عوامی مسائل کے حل کے لیے ہر ممکن اقدامات اٹھائے جائیں گے۔ دیکھ کر سیاسی دیو جانے والے ممنوعہ پارٹیوں کے خلاف فوری کارروائی کا مطالبہ کیا گیا ہے۔ اجلاس میں صوبائی حکومت کے وزراء اور اعلیٰ حکام نے شرکت کی اور امن و امان کی صورتحال کا جائزہ لیا گیا۔ عوام کو ریلیف فراہم کرنے کے لیے ترقیاتی منصوبوں پر کام تیز کرنے کی ہدایت کی گئی۔ وزیراعلیٰ نے کہا کہ گلگت بلتستان کی ترقی اولین ترجیح ہے اور تمام وسائل بروئے کار لائے جائیں گے۔ اس موقع پر شرکاء نے تعلیم، صحت اور بجلی کے شعبوں میں بہتری کے لیے تجاویز پیش کیں۔ حکام نے یقین دہانی کرائی کہ عوامی مسائل کے حل کے لیے ہر	[504, 159, 622, 1293]
baqiya-wordmark: بقیہ	[383, 375, 409, 390]
continuation-body: دیکھ کر سیاسی دیو جانے والے ممنوعہ پارٹیوں کے خلاف فوری کارروائی کا مطالبہ کیا گیا ہے۔ اجلاس میں صوبائی حکومت کے وزراء اور اعلیٰ حکام نے شرکت کی اور امن و امان کی صورتحال کا جائزہ لیا گیا۔ عوام کو ریلیف فراہم کرنے کے لیے ترقیاتی منصوبوں پر کام تیز کرنے کی ہدایت کی گئی۔ وزیراعلیٰ نے کہا کہ گلگت بلتستان کی ترقی اولین ترجیح ہے اور تمام وسائل بروئے کار لائے جائیں	[754, 898, 872, 1082]
baqiya-wordmark: بقیہ	[133, 431, 159, 446]
continuation-body: دیکھ کر سیاسی دیو جانے والے ممنوعہ پارٹیوں کے خلاف فوری کارروائی کا مطالبہ کیا گیا ہے۔ اجلاس میں صوبائی حکومت کے وزراء اور اعلیٰ حکام نے شرکت کی اور امن و امان کی صورتحال کا جائزہ لیا گیا۔ عوام کو ریلیف فراہم کرنے کے لیے ترقیاتی منصوبوں پر کام تیز کرنے کی ہدایت	[3, 399, 122, 530]
continuation-header	[3, 374, 122, 396]
baqiya-wordmark: بقیہ	[258, 832, 284, 847]
continuation-item	[504, 132, 622, 1293]
baqiya-wordmark: بقیہ	[7, 30, 33, 44]
item-number-badge: 17	[472, 30, 493, 44]
